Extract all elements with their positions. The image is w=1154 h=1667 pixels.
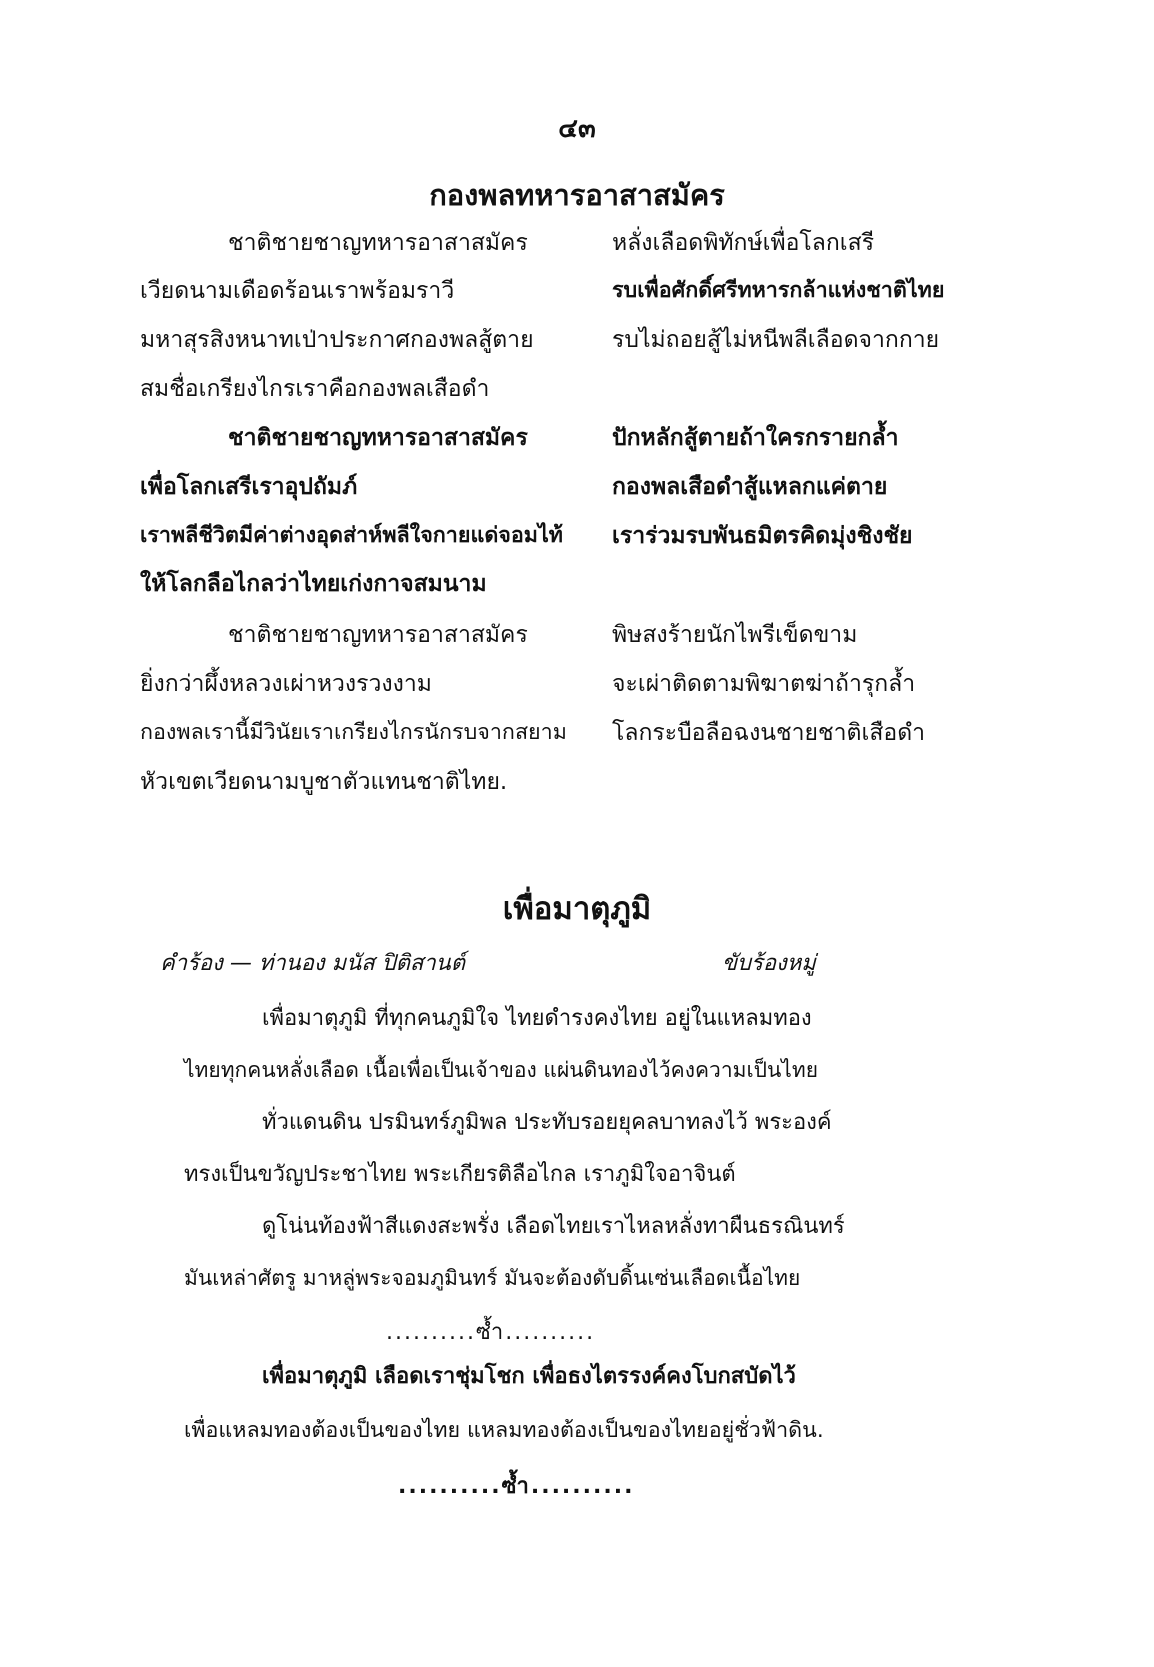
verse2-right-line-2: กองพลเสือดำสู้แหลกแค่ตาย xyxy=(612,474,888,500)
verse2-right-line-1: ปักหลักสู้ตายถ้าใครกรายกล้ำ xyxy=(612,425,899,451)
song2-line-4: ทรงเป็นขวัญประชาไทย พระเกียรติลือไกล เราภูมิใจอาจินต์ xyxy=(184,1162,736,1187)
verse3-line-1: ชาติชายชาญทหารอาสาสมัคร xyxy=(228,622,528,648)
verse1-line-1: ชาติชายชาญทหารอาสาสมัคร xyxy=(228,230,528,256)
song-title-for-motherland: เพื่อมาตุภูมิ xyxy=(502,891,652,927)
verse1-line-3: มหาสุรสิงหนาทเป่าประกาศกองพลสู้ตาย xyxy=(140,327,534,353)
repeat-separator-final: ..........ซ้ำ.......... xyxy=(398,1474,635,1499)
song-credit: คำร้อง — ท่านอง มนัส ปิติสานต์ xyxy=(160,951,465,976)
verse1-right-line-3: รบไม่ถอยสู้ไม่หนีพลีเลือดจากกาย xyxy=(612,327,940,353)
verse3-line-2: ยิ่งกว่าผึ้งหลวงเผ่าหวงรวงงาม xyxy=(140,671,432,697)
verse2-line-1: ชาติชายชาญทหารอาสาสมัคร xyxy=(228,425,528,451)
song-title-volunteer-division: กองพลทหารอาสาสมัคร xyxy=(429,178,725,212)
page-number: ๔๓ xyxy=(558,114,596,144)
song2-line-1: เพื่อมาตุภูมิ ที่ทุกคนภูมิใจ ไทยดำรงคงไทย อยู่ในแหลมทอง xyxy=(262,1006,812,1031)
song2-line-6: มันเหล่าศัตรู มาหลู่พระจอมภูมินทร์ มันจะต้องดับดิ้นเซ่นเลือดเนื้อไทย xyxy=(184,1266,801,1290)
repeat-separator: ..........ซ้ำ.......... xyxy=(386,1320,596,1345)
verse3-line-3: กองพลเรานี้มีวินัยเราเกรียงไกรนักรบจากสยาม xyxy=(140,720,567,745)
verse2-line-3: เราพลีชีวิตมีค่าต่างอุดส่าห์พลีใจกายแด่จอมไท้ xyxy=(140,523,563,548)
verse2-line-2: เพื่อโลกเสรีเราอุปถัมภ์ xyxy=(140,474,358,500)
verse2-right-line-3: เราร่วมรบพันธมิตรคิดมุ่งชิงชัย xyxy=(612,523,913,549)
verse1-right-line-1: หลั่งเลือดพิทักษ์เพื่อโลกเสรี xyxy=(612,230,875,256)
verse1-line-4: สมชื่อเกรียงไกรเราคือกองพลเสือดำ xyxy=(140,376,490,402)
verse3-right-line-2: จะเผ่าติดตามพิฆาตฆ่าถ้ารุกล้ำ xyxy=(612,671,916,697)
song2-line-5: ดูโน่นท้องฟ้าสีแดงสะพรั่ง เลือดไทยเราไหลหลั่งทาผืนธรณินทร์ xyxy=(262,1214,845,1239)
verse3-line-4: หัวเขตเวียดนามบูชาตัวแทนชาติไทย. xyxy=(140,769,508,795)
verse2-line-4: ให้โลกลือไกลว่าไทยเก่งกาจสมนาม xyxy=(140,571,487,597)
verse3-right-line-3: โลกระบือลือฉงนชายชาติเสือดำ xyxy=(612,720,926,746)
verse1-line-2: เวียดนามเดือดร้อนเราพร้อมราวี xyxy=(140,278,455,304)
song2-line-7: เพื่อมาตุภูมิ เลือดเราชุ่มโชก เพื่อธงไตรรงค์คงโบกสบัดไว้ xyxy=(262,1364,796,1389)
verse1-right-line-2: รบเพื่อศักดิ์ศรีทหารกล้าแห่งชาติไทย xyxy=(612,278,945,303)
song2-line-8: เพื่อแหลมทองต้องเป็นของไทย แหลมทองต้องเป็นของไทยอยู่ชั่วฟ้าดิน. xyxy=(184,1418,824,1443)
song2-line-3: ทั่วแดนดิน ปรมินทร์ภูมิพล ประทับรอยยุคลบาทลงไว้ พระองค์ xyxy=(262,1110,832,1135)
song2-line-2: ไทยทุกคนหลั่งเลือด เนื้อเพื่อเป็นเจ้าของ แผ่นดินทองไว้คงความเป็นไทย xyxy=(184,1058,819,1082)
verse3-right-line-1: พิษสงร้ายนักไพรีเข็ดขาม xyxy=(612,622,858,648)
performance-note: ขับร้องหมู่ xyxy=(722,951,816,976)
